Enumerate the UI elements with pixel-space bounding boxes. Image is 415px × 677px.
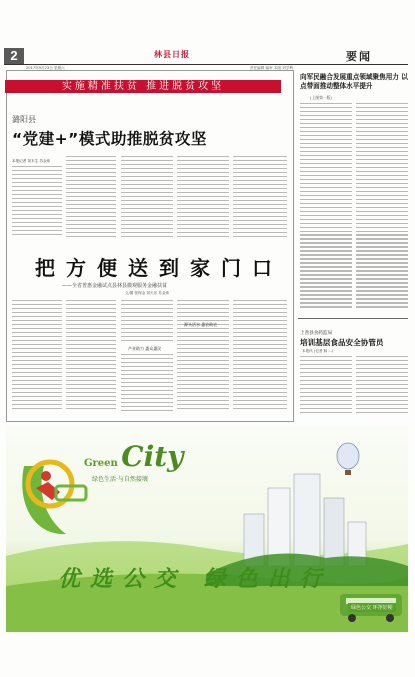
right-headline-2: 培训基层食品安全协管员 <box>300 338 384 347</box>
story-byline: 本报记者 刘木生 苏金伟 <box>12 159 51 163</box>
text-column <box>177 300 229 415</box>
subsection-heading: 源头活水 惠农助农 <box>184 322 218 327</box>
ad-tagline: 绿色生活·与自然接壤 <box>92 476 148 483</box>
ad-brand <box>84 440 183 473</box>
text-column <box>121 300 173 344</box>
date-line: 2017年9月23日 星期六 <box>26 66 65 70</box>
green-city-logo-icon <box>22 462 86 534</box>
hot-air-balloon-icon <box>337 443 359 475</box>
right-subhead: (上接第一版) <box>310 95 332 100</box>
section-banner <box>5 80 281 93</box>
story2-byline: 文/图 张保金 刘天乐 苏金伟 <box>125 291 170 295</box>
right-headline: 向军民融合发展重点领域聚焦用力 以点带面推动整体水平提升 <box>300 73 408 90</box>
ad-brand-prefix: Green <box>84 458 118 469</box>
text-column <box>12 166 62 244</box>
green-city-ad <box>6 426 408 632</box>
text-column <box>300 356 352 418</box>
text-column <box>66 156 116 244</box>
ad-brand-word: City <box>121 440 184 473</box>
story2-subhead: ——全省普惠金融试点县林县微观服务金融扶贫 <box>62 283 168 289</box>
story-headline: “党建+”模式助推脱贫攻坚 <box>12 130 207 148</box>
story2-headline: 把方便送到家门口 <box>35 256 283 280</box>
ad-slogan: 优选公交 绿色出行 <box>58 566 332 592</box>
text-column <box>121 354 173 415</box>
bus-banner-text: 绿色公交 环净好梗 <box>348 603 396 612</box>
ad-illustration <box>6 426 408 632</box>
text-column <box>356 103 408 315</box>
right-byline: 本报讯 (记者 薛 ...) <box>302 349 334 353</box>
masthead: 林县日报 <box>154 49 190 59</box>
text-column <box>177 156 229 244</box>
story-kicker: 潞阳县 <box>12 115 36 124</box>
text-column <box>66 300 116 415</box>
editor-line: 责任编辑 编审 本版 刘学利 <box>250 66 293 70</box>
text-column <box>233 156 287 244</box>
text-column <box>300 103 352 315</box>
subsection-heading: 产业助力 惠众惠民 <box>128 346 162 351</box>
page-header <box>4 48 408 64</box>
right-kicker: 上善县食药监局 <box>300 331 333 336</box>
city-buildings-icon <box>244 474 366 566</box>
text-column <box>233 300 287 415</box>
text-column <box>356 356 408 418</box>
text-column <box>12 300 62 415</box>
header-rule <box>4 64 408 65</box>
section-title: 要闻 <box>346 50 372 63</box>
banner-text: 实施精准扶贫 推进脱贫攻坚 <box>61 81 225 92</box>
page-number: 2 <box>4 48 24 64</box>
column-divider <box>298 318 408 319</box>
text-column <box>121 156 173 244</box>
